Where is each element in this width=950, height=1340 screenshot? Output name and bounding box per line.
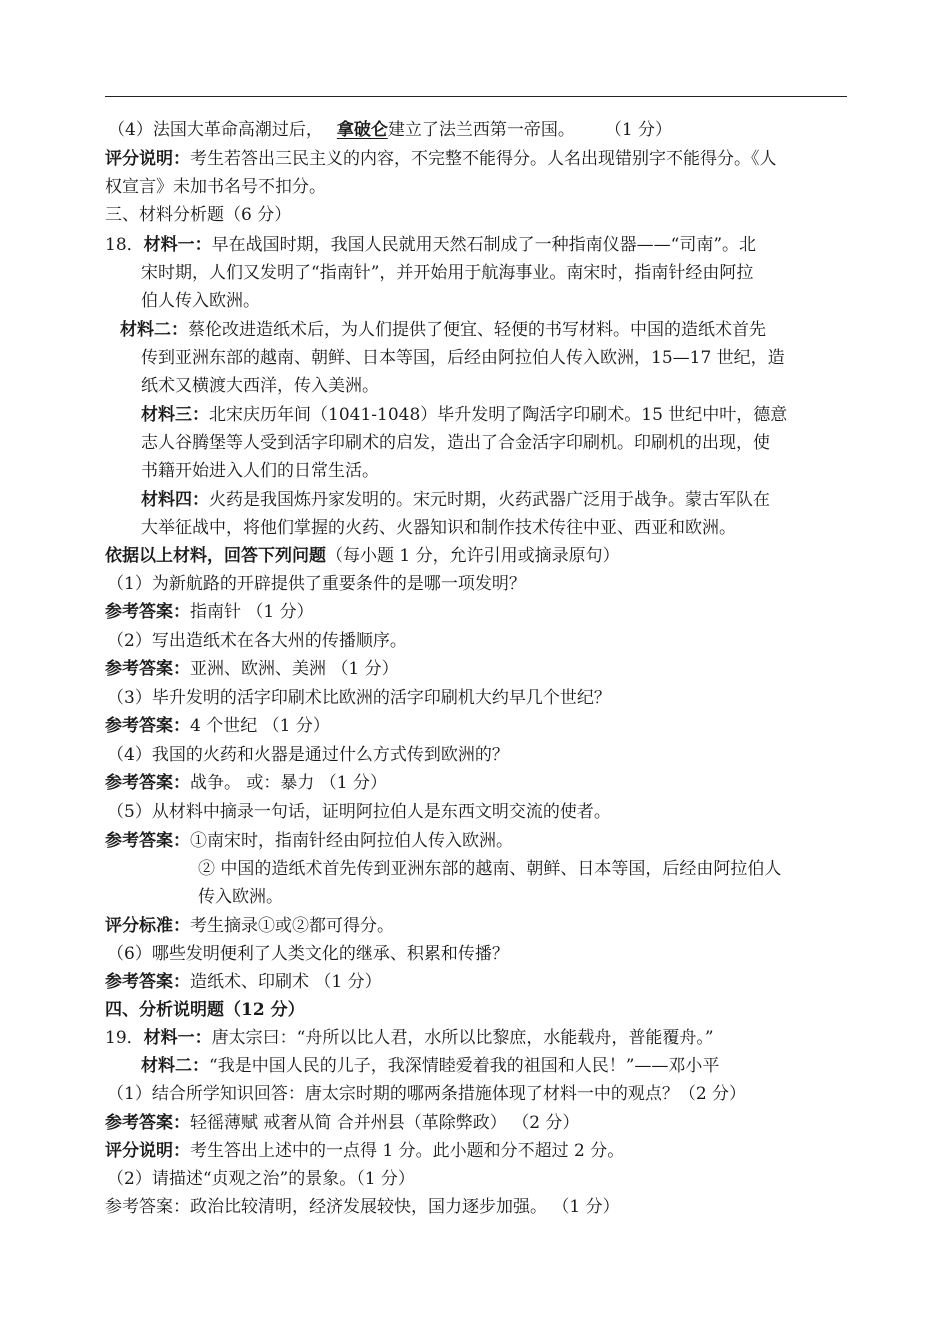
answer-napoleon: 拿破仑 [336, 120, 388, 140]
instruction-label: 依据以上材料，回答下列问题 [105, 546, 326, 566]
question-4-text-end: 建立了法兰西第一帝国。 [387, 120, 575, 140]
scoring-note-line [105, 147, 777, 171]
question-text: （4）我国的火药和火器是通过什么方式传到欧洲的？ [107, 745, 509, 765]
scoring-note-line-2 [105, 175, 326, 199]
answer-label: 参考答案： [105, 831, 190, 851]
section-3-title: 三、材料分析题（6 分） [105, 205, 292, 225]
q19-material-2-line [141, 1054, 719, 1078]
q18-material-2-line [120, 318, 766, 342]
material-2-label: 材料二： [120, 320, 188, 340]
question-text: （2）写出造纸术在各大州的传播顺序。 [107, 631, 407, 651]
q18-number: 18． [105, 235, 144, 255]
q18-5-answer [105, 829, 513, 853]
material-3-text: 北宋庆历年间（1041-1048）毕升发明了陶活字印刷术。15 世纪中叶，德意 [209, 405, 788, 425]
scoring-note-text-2: 权宣言》未加书名号不扣分。 [105, 177, 326, 197]
q18-5-answer-line-2 [198, 857, 781, 881]
scoring-standard-line [105, 914, 394, 938]
answer-text-3: 传入欧洲。 [198, 887, 283, 907]
q18-3-answer [105, 714, 330, 738]
material-1-label: 材料一： [143, 1028, 212, 1048]
material-3-text-3: 书籍开始进入人们的日常生活。 [141, 461, 379, 481]
material-2-text: 蔡伦改进造纸术后，为人们提供了便宜、轻便的书写材料。中国的造纸术首先 [188, 320, 766, 340]
answer-label: 参考答案： [105, 1113, 190, 1133]
q18-material-3-line [141, 403, 787, 427]
q18-material-3-line-2 [141, 431, 770, 455]
material-1-text: 唐太宗曰：“舟所以比人君，水所以比黎庶，水能载舟，普能覆舟。” [211, 1028, 714, 1048]
q19-2-answer [105, 1195, 620, 1219]
answer-text: 轻徭薄赋 戒奢从简 合并州县（革除弊政） （2 分） [190, 1113, 580, 1133]
q18-material-4-line-2 [141, 516, 736, 540]
scoring-standard-text: 考生摘录①或②都可得分。 [190, 916, 394, 936]
material-2-text-3: 纸术又横渡大西洋，传入美洲。 [141, 376, 379, 396]
material-2-label: 材料二： [141, 1056, 209, 1076]
answer-text: 造纸术、印刷术 （1 分） [190, 972, 382, 992]
material-4-label: 材料四： [141, 490, 209, 510]
material-3-text-2: 志人谷腾堡等人受到活字印刷术的启发，造出了合金活字印刷机。印刷机的出现，使 [141, 433, 770, 453]
q18-3-question [107, 686, 611, 710]
material-4-text-2: 大举征战中，将他们掌握的火药、火器知识和制作技术传往中亚、西亚和欧洲。 [141, 518, 736, 538]
q19-1-question [107, 1082, 746, 1106]
material-1-text-2: 宋时期，人们又发明了“指南针”，并开始用于航海事业。南宋时，指南针经由阿拉 [141, 263, 754, 283]
q18-material-2-line-2 [141, 346, 785, 370]
q18-5-question [107, 800, 611, 824]
scoring-note-label: 评分说明： [105, 1141, 190, 1161]
answer-text: 战争。 或：暴力 （1 分） [190, 773, 388, 793]
material-2-text: “我是中国人民的儿子，我深情睦爱着我的祖国和人民！”——邓小平 [209, 1056, 720, 1076]
q18-2-answer [105, 657, 399, 681]
scoring-note-label: 评分说明： [105, 149, 190, 169]
q19-1-answer [105, 1111, 579, 1135]
scoring-standard-label: 评分标准： [105, 916, 190, 936]
instruction-text: （每小题 1 分，允许引用或摘录原句） [326, 546, 620, 566]
q18-material-1-line [105, 233, 756, 257]
material-3-label: 材料三： [141, 405, 209, 425]
answer-label: 参考答案： [105, 602, 190, 622]
scoring-note-text: 考生若答出三民主义的内容，不完整不能得分。人名出现错别字不能得分。《人 [190, 149, 777, 169]
q19-material-1-line [105, 1026, 714, 1050]
q18-1-answer [105, 600, 314, 624]
q18-4-answer [105, 771, 387, 795]
question-text: （6）哪些发明便利了人类文化的继承、积累和传播？ [107, 944, 509, 964]
section-4-heading [105, 998, 305, 1022]
material-4-text: 火药是我国炼丹家发明的。宋元时期，火药武器广泛用于战争。蒙古军队在 [209, 490, 770, 510]
material-2-text-2: 传到亚洲东部的越南、朝鲜、日本等国，后经由阿拉伯人传入欧洲，15—17 世纪，造 [141, 348, 785, 368]
q19-scoring-note-line [105, 1139, 624, 1163]
answer-text: 参考答案：政治比较清明，经济发展较快，国力逐步加强。 （1 分） [105, 1197, 620, 1217]
question-4-text: （4）法国大革命高潮过后， [108, 120, 323, 140]
q18-material-2-line-3 [141, 374, 379, 398]
q18-material-4-line [141, 488, 770, 512]
answer-text: 指南针 （1 分） [190, 602, 314, 622]
answer-text-2: ② 中国的造纸术首先传到亚洲东部的越南、朝鲜、日本等国，后经由阿拉伯人 [198, 859, 782, 879]
answer-label: 参考答案： [105, 659, 190, 679]
q18-5-answer-line-3 [198, 885, 283, 909]
material-1-label: 材料一： [143, 235, 212, 255]
question-text: （3）毕升发明的活字印刷术比欧洲的活字印刷机大约早几个世纪？ [107, 688, 611, 708]
material-1-text-3: 伯人传入欧洲。 [141, 291, 260, 311]
section-4-title: 四、分析说明题（12 分） [105, 1000, 305, 1020]
q18-material-1-line-3 [141, 289, 260, 313]
question-text: （2）请描述“贞观之治”的景象。（1 分） [107, 1169, 415, 1189]
q18-material-3-line-3 [141, 459, 379, 483]
instruction-line [105, 544, 620, 568]
question-4-line [108, 118, 672, 142]
q19-2-question [107, 1167, 415, 1191]
question-text: （5）从材料中摘录一句话，证明阿拉伯人是东西文明交流的使者。 [107, 802, 611, 822]
material-1-text: 早在战国时期，我国人民就用天然石制成了一种指南仪器——“司南”。北 [211, 235, 757, 255]
q19-number: 19． [105, 1028, 144, 1048]
question-text: （1）为新航路的开辟提供了重要条件的是哪一项发明？ [107, 574, 526, 594]
answer-text: 4 个世纪 （1 分） [190, 716, 330, 736]
q18-6-answer [105, 970, 382, 994]
scoring-note-text: 考生答出上述中的一点得 1 分。此小题和分不超过 2 分。 [190, 1141, 625, 1161]
question-4-score: （1 分） [604, 120, 673, 140]
q18-1-question [107, 572, 526, 596]
q18-6-question [107, 942, 509, 966]
header-rule [105, 96, 847, 97]
question-text: （1）结合所学知识回答：唐太宗时期的哪两条措施体现了材料一中的观点？（2 分） [107, 1084, 747, 1104]
section-3-heading [105, 203, 291, 227]
answer-text: 亚洲、欧洲、美洲 （1 分） [190, 659, 399, 679]
q18-material-1-line-2 [141, 261, 753, 285]
answer-label: 参考答案： [105, 716, 190, 736]
q18-2-question [107, 629, 407, 653]
q18-4-question [107, 743, 509, 767]
answer-label: 参考答案： [105, 972, 190, 992]
answer-label: 参考答案： [105, 773, 190, 793]
answer-text: ①南宋时，指南针经由阿拉伯人传入欧洲。 [190, 831, 513, 851]
